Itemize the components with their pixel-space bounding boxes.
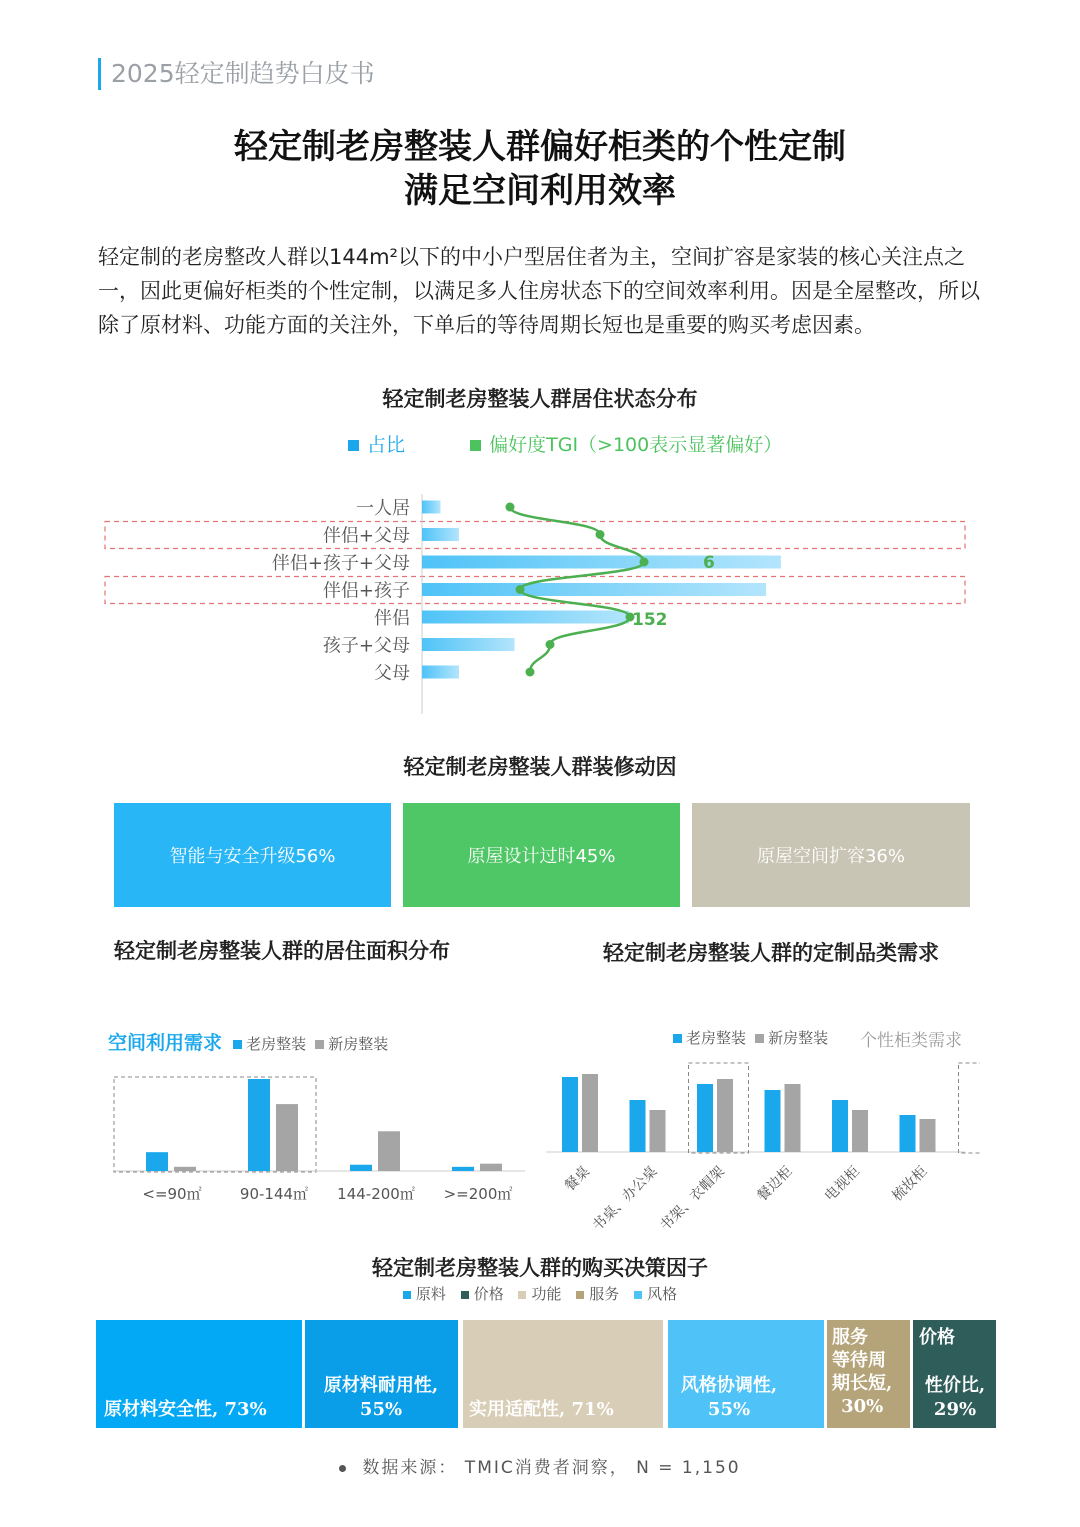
category-label: 伴侣+父母 xyxy=(322,525,410,547)
category-label: 餐边柜 xyxy=(754,1163,796,1205)
old-house-bar xyxy=(832,1100,848,1152)
new-house-bar xyxy=(785,1084,801,1152)
tile-price-value-line3: 29% xyxy=(933,1399,977,1420)
legend-new-house-swatch xyxy=(315,1040,324,1049)
legend-share-swatch xyxy=(348,440,359,451)
tgi-point xyxy=(546,640,555,649)
tile-service-wait-line3: 期长短, xyxy=(832,1373,893,1394)
old-house-bar xyxy=(900,1115,916,1152)
category-label: 伴侣 xyxy=(374,608,410,629)
legend-new-house-cat-swatch xyxy=(755,1034,764,1043)
tile-service-wait-label xyxy=(832,1326,892,1418)
living-status-legend xyxy=(348,430,782,457)
category-label: 书架、衣帽架 xyxy=(657,1163,728,1235)
legend-tgi-label: 偏好度TGI（>100表示显著偏好） xyxy=(489,434,783,456)
tile-material-durability-line1: 原材料耐用性, xyxy=(323,1375,439,1396)
legend-material-label: 原料 xyxy=(415,1285,446,1303)
legend-price-label: 价格 xyxy=(473,1285,504,1303)
tile-service-wait-line1: 服务 xyxy=(832,1327,868,1348)
share-bar xyxy=(422,638,515,651)
annotation-label: 6 xyxy=(703,553,715,573)
category-label: 90-144㎡ xyxy=(239,1185,309,1203)
old-house-bar xyxy=(630,1100,646,1152)
data-source xyxy=(0,1453,1080,1478)
tile-price-value-label xyxy=(919,1374,991,1422)
new-house-bar xyxy=(378,1131,400,1171)
legend-service xyxy=(576,1285,619,1303)
category-label: 伴侣+孩子 xyxy=(322,580,410,602)
motive-tile-smart-safety: 智能与安全升级56% xyxy=(114,803,391,907)
share-bar xyxy=(422,666,459,679)
intro-paragraph: 轻定制的老房整改人群以144m²以下的中小户型居住者为主，空间扩容是家装的核心关注点之一，因此更偏好柜类的个性定制，以满足多人住房状态下的空间效率利用。因是全屋整改，所以除了原材料、功能方面的关注外，下单后的等待周期长短也是重要的购买考虑因素。 xyxy=(98,245,980,337)
report-header: 2025轻定制趋势白皮书 xyxy=(98,58,375,90)
page-title-line1: 轻定制老房整装人群偏好柜类的个性定制 xyxy=(234,127,846,167)
legend-function-swatch xyxy=(518,1291,526,1299)
tile-material-durability-label xyxy=(311,1374,451,1422)
tile-material-safety-label: 原材料安全性, 73% xyxy=(104,1399,267,1420)
legend-new-house-cat xyxy=(755,1029,828,1047)
page-title xyxy=(0,125,1080,213)
tile-price-value-line2: 性价比, xyxy=(924,1375,986,1396)
share-bar xyxy=(422,556,781,569)
old-house-bar xyxy=(765,1090,781,1152)
tile-price-value xyxy=(913,1320,996,1428)
category-label: <=90㎡ xyxy=(142,1185,202,1203)
area-chart-legend xyxy=(108,1028,388,1055)
new-house-bar xyxy=(582,1074,598,1152)
living-status-chart-title: 轻定制老房整装人群居住状态分布 xyxy=(382,387,698,411)
category-label: 父母 xyxy=(374,663,410,684)
tgi-point xyxy=(526,668,535,677)
new-house-bar xyxy=(650,1110,666,1152)
living-status-chart xyxy=(0,480,1080,720)
legend-function-label: 功能 xyxy=(531,1285,562,1303)
decision-title: 轻定制老房整装人群的购买决策因子 xyxy=(372,1256,708,1280)
category-label: 电视柜 xyxy=(821,1163,863,1205)
category-chart xyxy=(540,1055,980,1245)
tgi-point xyxy=(506,503,515,512)
space-demand-annotation: 空间利用需求 xyxy=(108,1032,223,1054)
new-house-bar xyxy=(174,1167,196,1171)
category-label: 伴侣+孩子+父母 xyxy=(271,553,410,574)
cabinet-demand-annotation: 个性柜类需求 xyxy=(860,1031,962,1051)
data-source-text: 数据来源： TMIC消费者洞察， N = 1,150 xyxy=(362,1458,741,1478)
tile-style-harmony-label xyxy=(674,1374,784,1422)
legend-price xyxy=(461,1285,504,1303)
motive-tile-space-expansion: 原屋空间扩容36% xyxy=(692,803,970,907)
legend-style-label: 风格 xyxy=(647,1285,678,1303)
category-label: 144-200㎡ xyxy=(337,1185,415,1203)
decision-treemap xyxy=(96,1320,996,1428)
legend-price-swatch xyxy=(461,1291,469,1299)
decision-legend xyxy=(0,1283,1080,1304)
new-house-bar xyxy=(717,1079,733,1152)
tile-service-wait-line4: 30% xyxy=(841,1396,884,1417)
tile-style-harmony xyxy=(668,1320,824,1428)
legend-function xyxy=(518,1285,561,1303)
tile-material-durability xyxy=(305,1320,458,1428)
bullet-icon xyxy=(339,1465,346,1472)
legend-material xyxy=(403,1285,446,1303)
category-label: 餐桌 xyxy=(561,1163,593,1195)
motive-tile-outdated-design: 原屋设计过时45% xyxy=(403,803,680,907)
legend-new-house-label: 新房整装 xyxy=(328,1035,389,1053)
legend-share-label: 占比 xyxy=(367,434,406,456)
legend-tgi xyxy=(470,434,782,456)
tile-style-harmony-line2: 55% xyxy=(707,1399,751,1420)
new-house-bar xyxy=(480,1164,502,1171)
category-label: 一人居 xyxy=(356,498,410,519)
legend-old-house-cat-swatch xyxy=(673,1034,682,1043)
motives-title: 轻定制老房整装人群装修动因 xyxy=(403,755,677,779)
tgi-point xyxy=(516,585,525,594)
area-chart-title: 轻定制老房整装人群的居住面积分布 xyxy=(114,939,450,963)
share-bar xyxy=(422,611,629,624)
legend-old-house-cat xyxy=(673,1029,746,1047)
category-chart-title: 轻定制老房整装人群的定制品类需求 xyxy=(603,941,939,965)
share-bar xyxy=(422,528,459,541)
legend-new-house-cat-label: 新房整装 xyxy=(768,1029,829,1047)
tile-material-safety xyxy=(96,1320,302,1428)
page-title-line2: 满足空间利用效率 xyxy=(404,171,676,211)
old-house-bar xyxy=(562,1077,578,1152)
tile-style-harmony-line1: 风格协调性, xyxy=(680,1375,778,1396)
share-bar xyxy=(422,501,441,514)
legend-share xyxy=(348,434,405,456)
old-house-bar xyxy=(350,1165,372,1171)
old-house-bar xyxy=(452,1167,474,1171)
annotation-label: 152 xyxy=(632,610,668,630)
area-chart xyxy=(100,1070,540,1220)
tgi-point xyxy=(640,558,649,567)
tile-practical-fit-label: 实用适配性, 71% xyxy=(469,1399,614,1420)
category-label: 梳妆柜 xyxy=(889,1163,931,1205)
legend-old-house-swatch xyxy=(233,1040,242,1049)
legend-service-label: 服务 xyxy=(589,1285,620,1303)
category-chart-legend xyxy=(673,1027,828,1048)
legend-style xyxy=(634,1285,677,1303)
tile-service-wait xyxy=(827,1320,910,1428)
legend-material-swatch xyxy=(403,1291,411,1299)
legend-service-swatch xyxy=(576,1291,584,1299)
old-house-bar xyxy=(146,1152,168,1171)
tile-material-durability-line2: 55% xyxy=(359,1399,403,1420)
highlight-box xyxy=(105,522,965,549)
legend-old-house-label: 老房整装 xyxy=(246,1035,307,1053)
tile-practical-fit xyxy=(463,1320,663,1428)
new-house-bar xyxy=(920,1119,936,1152)
legend-style-swatch xyxy=(634,1291,642,1299)
category-label: 孩子+父母 xyxy=(322,635,410,657)
legend-new-house-area xyxy=(315,1035,388,1053)
old-house-bar xyxy=(248,1079,270,1171)
category-label: >=200㎡ xyxy=(443,1185,513,1203)
new-house-bar xyxy=(852,1110,868,1152)
legend-old-house-cat-label: 老房整装 xyxy=(686,1029,747,1047)
tile-price-value-line1: 价格 xyxy=(919,1327,955,1348)
legend-tgi-swatch xyxy=(470,440,481,451)
share-bar xyxy=(422,583,766,596)
legend-old-house-area xyxy=(233,1035,306,1053)
category-label: 书桌、办公桌 xyxy=(589,1163,661,1235)
new-house-bar xyxy=(276,1104,298,1171)
tgi-point xyxy=(596,530,605,539)
highlight-box xyxy=(959,1063,981,1153)
old-house-bar xyxy=(697,1084,713,1152)
tile-service-wait-line2: 等待周 xyxy=(832,1350,886,1371)
